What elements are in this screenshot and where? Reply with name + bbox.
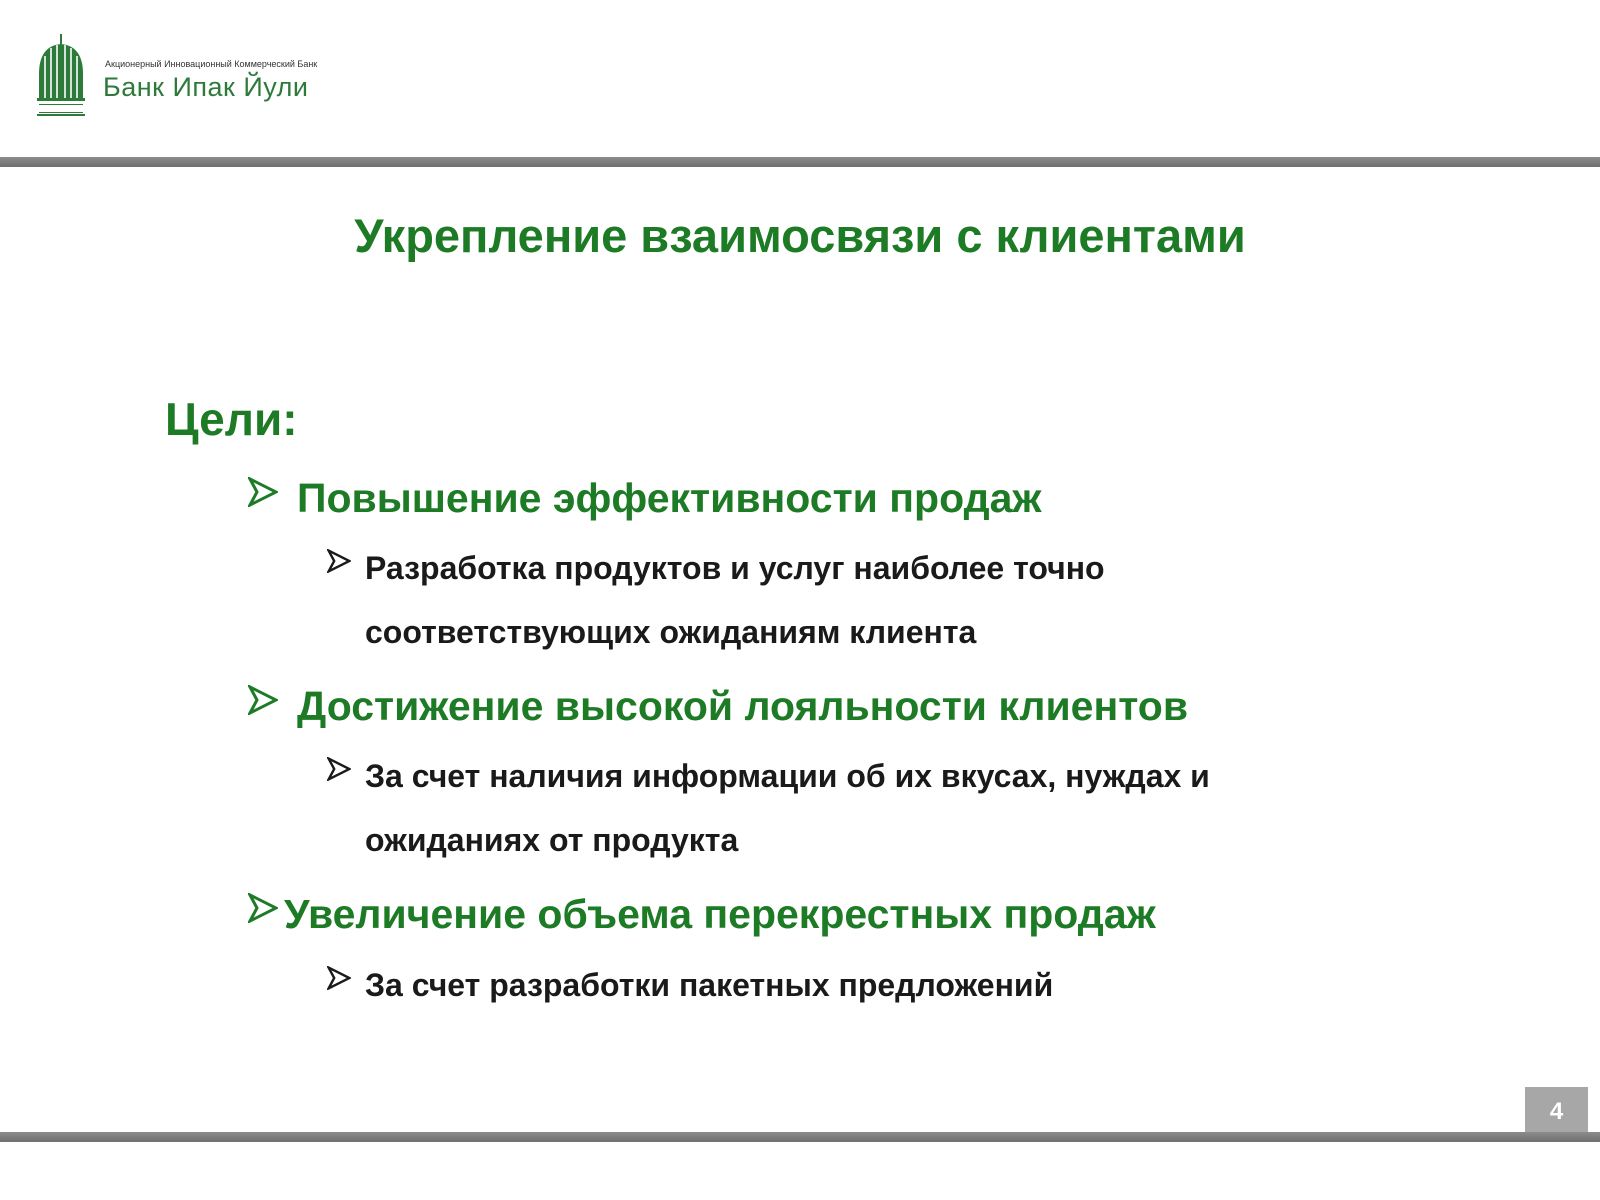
slide-title: Укрепление взаимосвязи с клиентами <box>354 209 1246 262</box>
goal-subitem: За счет наличия информации об их вкусах, нуждах и ожиданиях от продукта <box>365 758 1210 858</box>
arrowhead-bullet-icon <box>327 549 351 573</box>
arrowhead-bullet-icon <box>327 757 351 781</box>
bank-dome-logo-icon <box>36 34 86 116</box>
goals-label: Цели: <box>165 393 298 445</box>
arrowhead-bullet-icon <box>248 685 278 715</box>
arrowhead-bullet-icon <box>248 893 278 923</box>
top-divider <box>0 157 1600 167</box>
goal-item: Увеличение объема перекрестных продаж <box>284 891 1156 937</box>
goal-subitem: За счет разработки пакетных предложений <box>365 967 1054 1003</box>
goal-item: Повышение эффективности продаж <box>297 475 1042 521</box>
goal-item: Достижение высокой лояльности клиентов <box>297 683 1189 729</box>
page-number: 4 <box>1525 1087 1588 1137</box>
goal-subitem: Разработка продуктов и услуг наиболее точно соответствующих ожиданиям клиента <box>365 550 1105 650</box>
bank-caption: Акционерный Инновационный Коммерческий Банк <box>105 59 318 69</box>
bank-name: Банк Ипак Йули <box>103 72 309 102</box>
arrowhead-bullet-icon <box>327 966 351 990</box>
bottom-divider <box>0 1132 1600 1142</box>
arrowhead-bullet-icon <box>248 477 278 507</box>
